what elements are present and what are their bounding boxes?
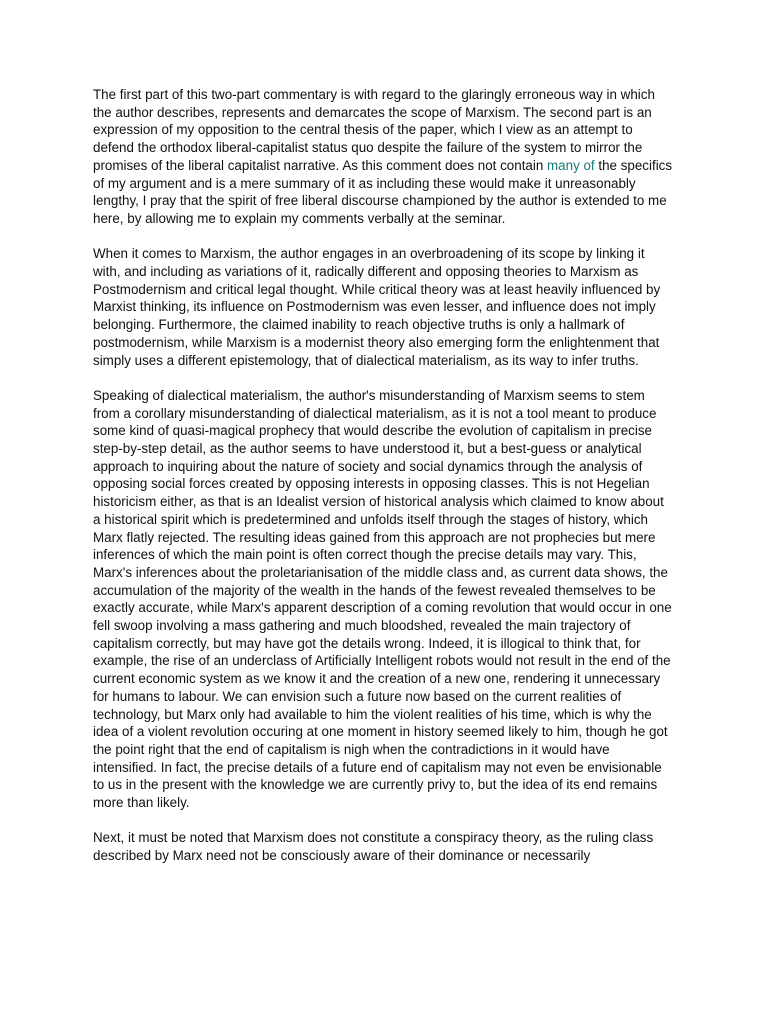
document-body [93, 86, 675, 883]
paragraph-marxism-scope: When it comes to Marxism, the author engages in an overbroadening of its scope by linking it with, and including as variations of it, radically different and opposing theories to Marxism as Postmodernism and critical legal thought. While critical theory was at least heavily influenced by Marxist thinking, its influence on Postmodernism was even lesser, and influence does not imply belonging. Furthermore, the claimed inability to reach objective truths is only a hallmark of postmodernism, while Marxism is a modernist theory also emerging form the enlightenment that simply uses a different epistemology, that of dialectical materialism, as its way to infer truths. [93, 246, 661, 368]
paragraph-intro-text-end: the specifics of my argument and is a mere summary of it as including these would make it unreasonably lengthy, I pray that the spirit of free liberal discourse championed by the author is extended to me here, by allowing me to explain my comments verbally at the seminar. [93, 157, 673, 226]
paragraph-dialectical-materialism: Speaking of dialectical materialism, the author's misunderstanding of Marxism seems to stem from a corollary misunderstanding of dialectical materialism, as it is not a tool meant to produce some kind of quasi-magical prophecy that would describe the evolution of capitalism in precise step-by-step detail, as the author seems to have understood it, but a best-guess or analytical approach to inquiring about the nature of society and social dynamics through the analysis of opposing social forces created by opposing interests in opposing classes. This is not Hegelian historicism either, as that is an Idealist version of historical analysis which claimed to know about a historical spirit which is predetermined and unfolds itself through the stages of history, which Marx flatly rejected. The resulting ideas gained from this approach are not prophecies but mere inferences of which the main point is often correct though the precise details may vary. This, Marx's inferences about the proletarianisation of the middle class and, as current data shows, the accumulation of the majority of the wealth in the hands of the fewest revealed themselves to be exactly accurate, while Marx's apparent description of a coming revolution that would occur in one fell swoop involving a mass gathering and much bloodshed, revealed the main trajectory of capitalism correctly, but may have got the details wrong. Indeed, it is illogical to think that, for example, the rise of an underclass of Artificially Intelligent robots would not result in the end of the current economic system as we know it and the creation of a new one, rendering it unnecessary for humans to labour. We can envision such a future now based on the current realities of technology, but Marx only had available to him the violent realities of his time, which is why the idea of a violent revolution occuring at one moment in history seemed likely to him, though he got the point right that the end of capitalism is nigh when the contradictions in it would have intensified. In fact, the precise details of a future end of capitalism may not even be envisionable to us in the present with the knowledge we are currently privy to, but the idea of its end remains more than likely. [93, 387, 672, 811]
paragraph-intro [93, 86, 675, 228]
many-of-link[interactable]: many of [547, 157, 595, 173]
paragraph-intro-text-start: The first part of this two-part commentary is with regard to the glaringly erroneous way in which the author describes, represents and demarcates the scope of Marxism. The second part is an expression of my opposition to the central thesis of the paper, which I view as an attempt to defend the orthodox liberal-capitalist status quo despite the failure of the system to mirror the promises of the liberal capitalist narrative. As this comment does not contain [93, 87, 655, 173]
paragraph-conspiracy-theory: Next, it must be noted that Marxism does not constitute a conspiracy theory, as the ruling class described by Marx need not be consciously aware of their dominance or necessarily [93, 830, 654, 864]
